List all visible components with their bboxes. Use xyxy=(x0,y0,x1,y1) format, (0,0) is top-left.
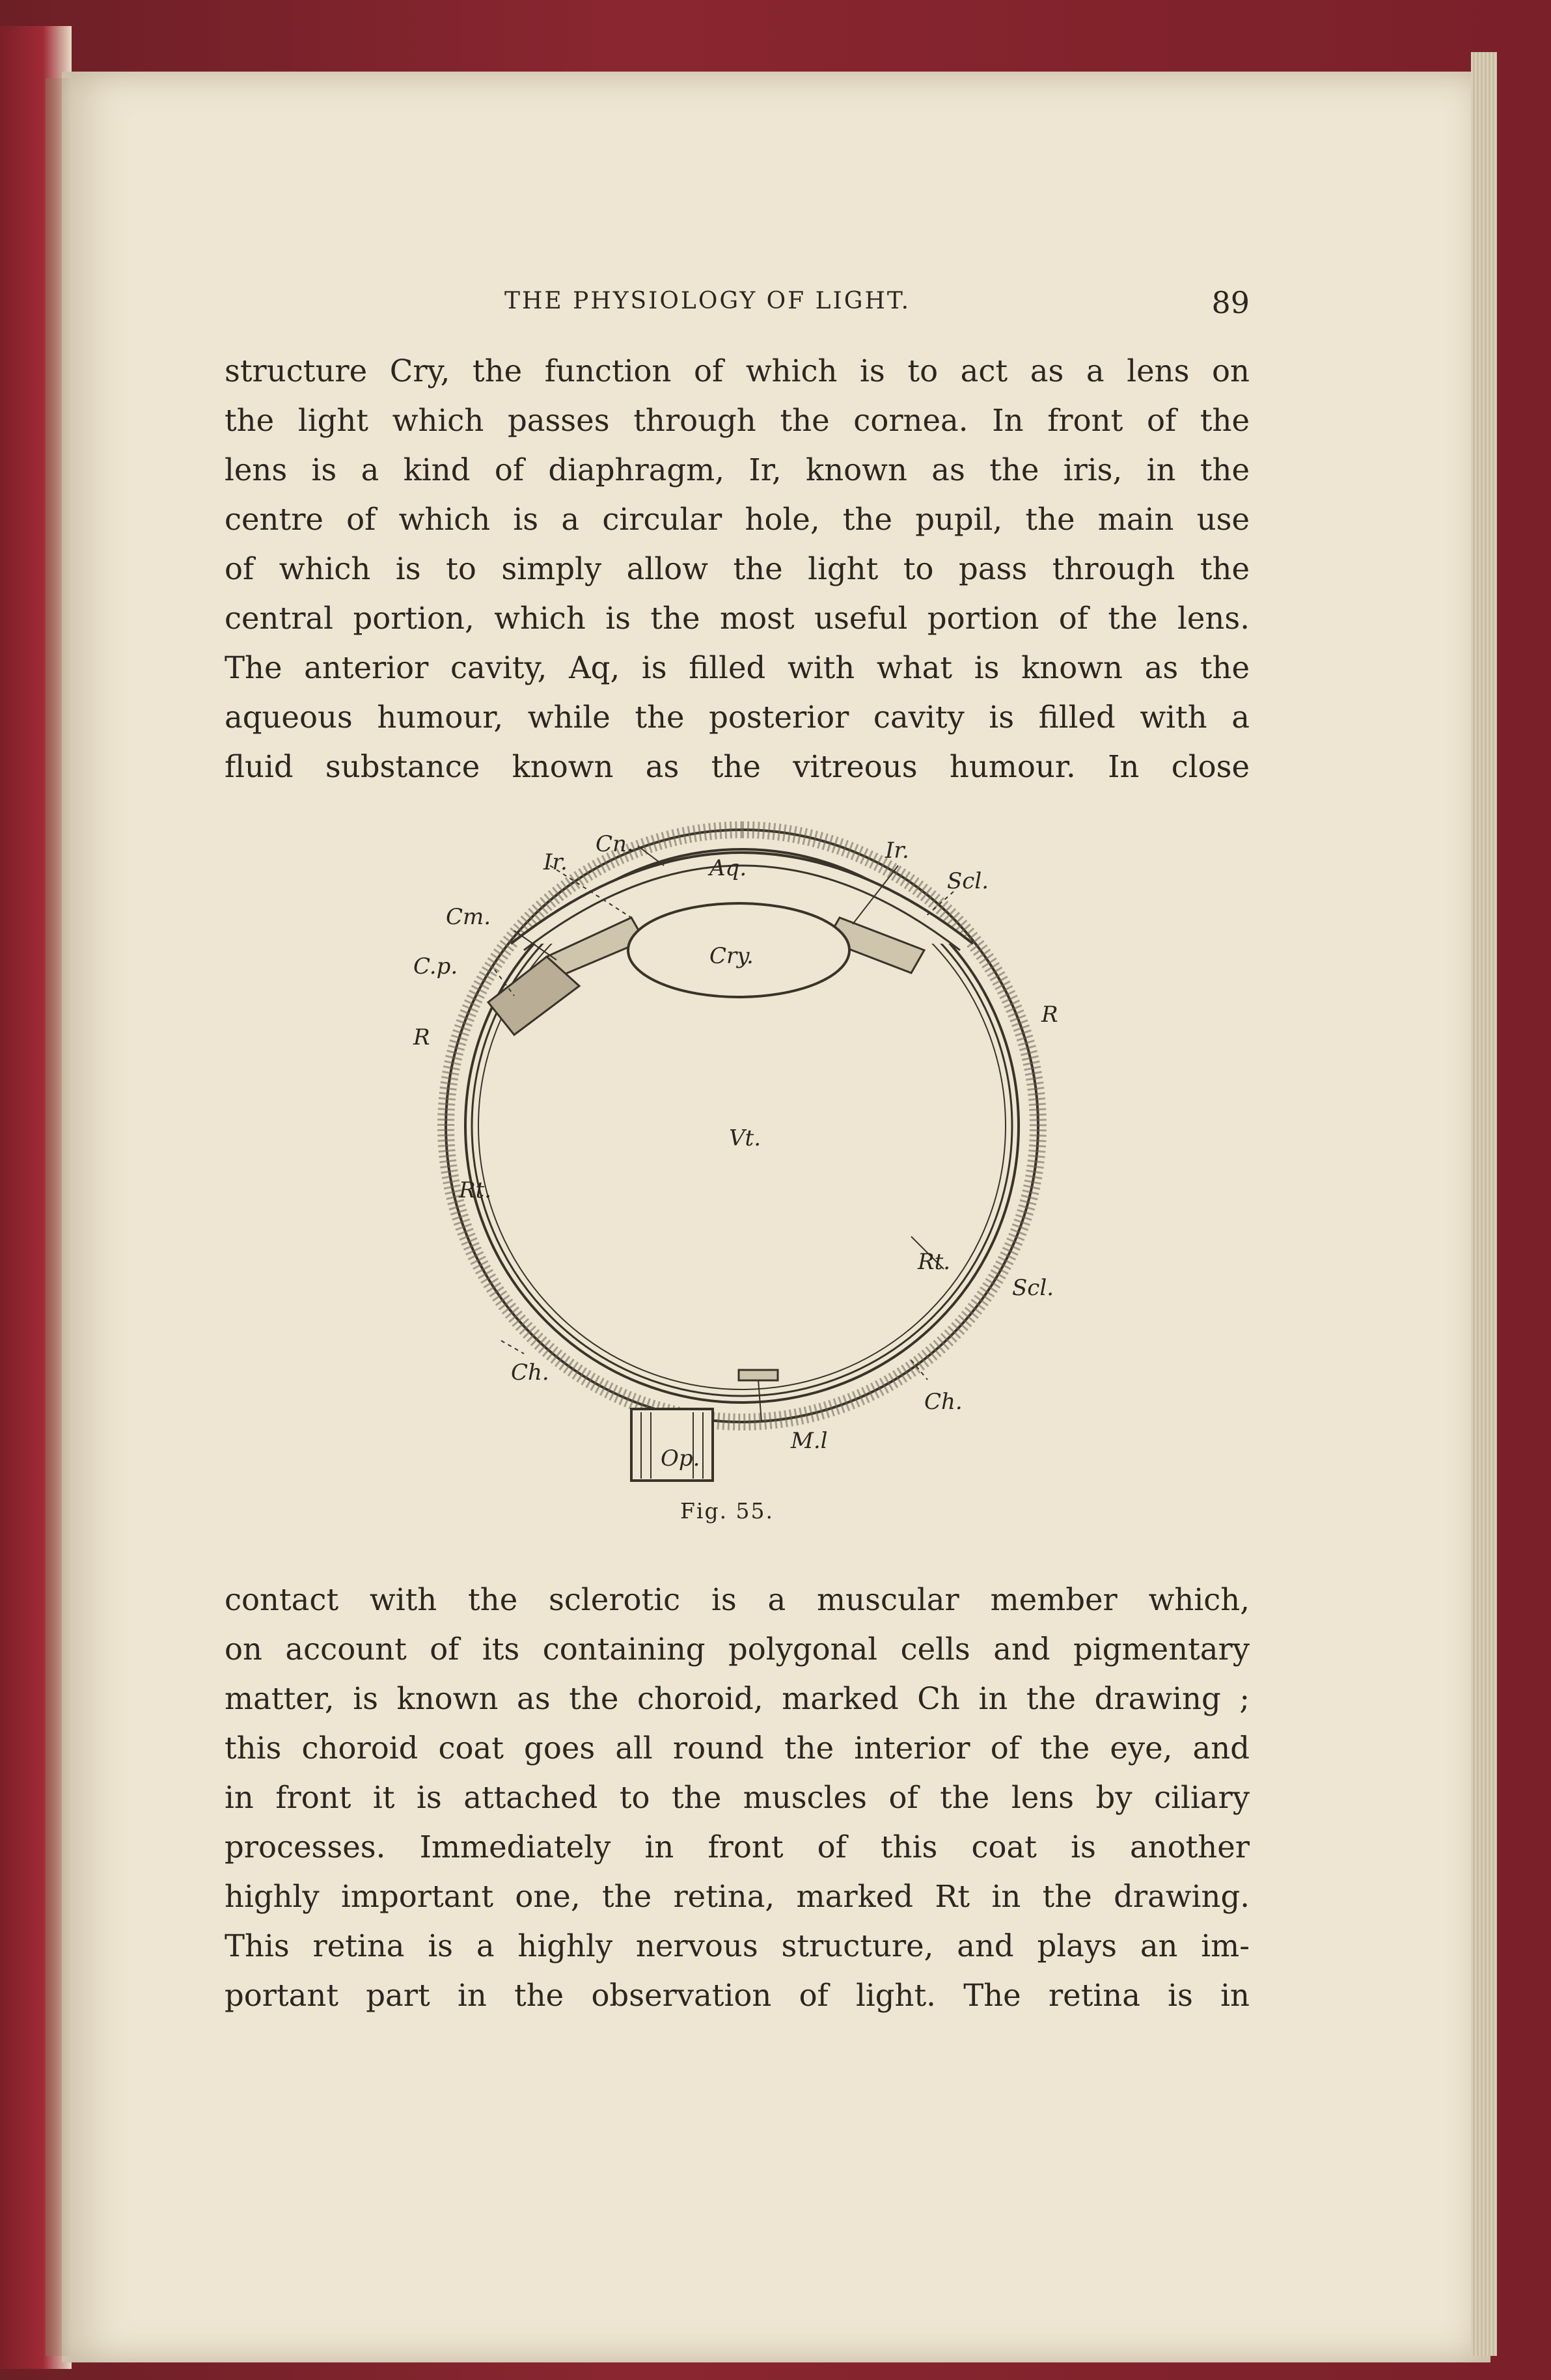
running-head: THE PHYSIOLOGY OF LIGHT. xyxy=(504,288,911,314)
text-line: aqueous humour, while the posterior cavity is filled with a xyxy=(225,700,1250,735)
bottom-paragraph xyxy=(225,1575,1250,2020)
label-r-right: R xyxy=(1041,1002,1058,1028)
label-iris-right: Ir. xyxy=(885,838,909,864)
page-stack-edge xyxy=(1471,52,1497,2356)
label-choroid-right: Ch. xyxy=(924,1389,963,1415)
label-ciliary-muscle: Cm. xyxy=(446,904,491,930)
top-paragraph xyxy=(225,346,1250,791)
label-sclerotic-bottom: Scl. xyxy=(1012,1275,1054,1301)
text-line: on account of its containing polygonal cells and pigmentary xyxy=(225,1632,1250,1667)
text-line: processes. Immediately in front of this coat is another xyxy=(225,1829,1250,1865)
text-line: of which is to simply allow the light to pass through the xyxy=(225,551,1250,586)
text-line: structure Cry, the function of which is to act as a lens on xyxy=(225,353,1250,389)
label-iris-left: Ir. xyxy=(543,849,568,875)
eye-diagram xyxy=(384,820,1087,1484)
eye-diagram-svg xyxy=(384,820,1087,1484)
text-line: This retina is a highly nervous structure, and plays an im- xyxy=(225,1928,1250,1963)
text-line: The anterior cavity, Aq, is filled with what is known as the xyxy=(225,650,1250,685)
page-gutter xyxy=(46,78,72,2356)
text-line: in front it is attached to the muscles of the lens by ciliary xyxy=(225,1780,1250,1815)
label-retina-left: Rt. xyxy=(459,1177,492,1203)
text-line: centre of which is a circular hole, the pupil, the main use xyxy=(225,502,1250,537)
text-line: central portion, which is the most useful portion of the lens. xyxy=(225,601,1250,636)
label-cornea: Cn. xyxy=(596,831,634,857)
text-line: this choroid coat goes all round the interior of the eye, and xyxy=(225,1730,1250,1766)
page-number: 89 xyxy=(1211,285,1250,320)
text-line: highly important one, the retina, marked Rt in the drawing. xyxy=(225,1879,1250,1914)
label-optic-nerve: Op. xyxy=(661,1445,700,1471)
label-crystalline-lens: Cry. xyxy=(709,943,754,969)
page-header xyxy=(225,285,1250,324)
label-vitreous: Vt. xyxy=(729,1125,762,1151)
text-line: portant part in the observation of light. The retina is in xyxy=(225,1978,1250,2013)
label-choroid-left: Ch. xyxy=(511,1360,549,1386)
label-aqueous: Aq. xyxy=(709,855,747,881)
label-retina-right: Rt. xyxy=(918,1249,951,1275)
text-line: the light which passes through the cornea. In front of the xyxy=(225,403,1250,438)
figure-caption: Fig. 55. xyxy=(680,1498,775,1524)
text-line: fluid substance known as the vitreous humour. In close xyxy=(225,749,1250,784)
text-line: matter, is known as the choroid, marked Ch in the drawing ; xyxy=(225,1681,1250,1716)
label-r-left: R xyxy=(413,1024,430,1050)
text-line: lens is a kind of diaphragm, Ir, known as the iris, in the xyxy=(225,452,1250,487)
label-sclerotic-top: Scl. xyxy=(947,868,989,894)
label-ciliary-process: C.p. xyxy=(413,953,458,979)
text-line: contact with the sclerotic is a muscular member which, xyxy=(225,1582,1250,1617)
label-macula: M.l xyxy=(791,1428,828,1454)
